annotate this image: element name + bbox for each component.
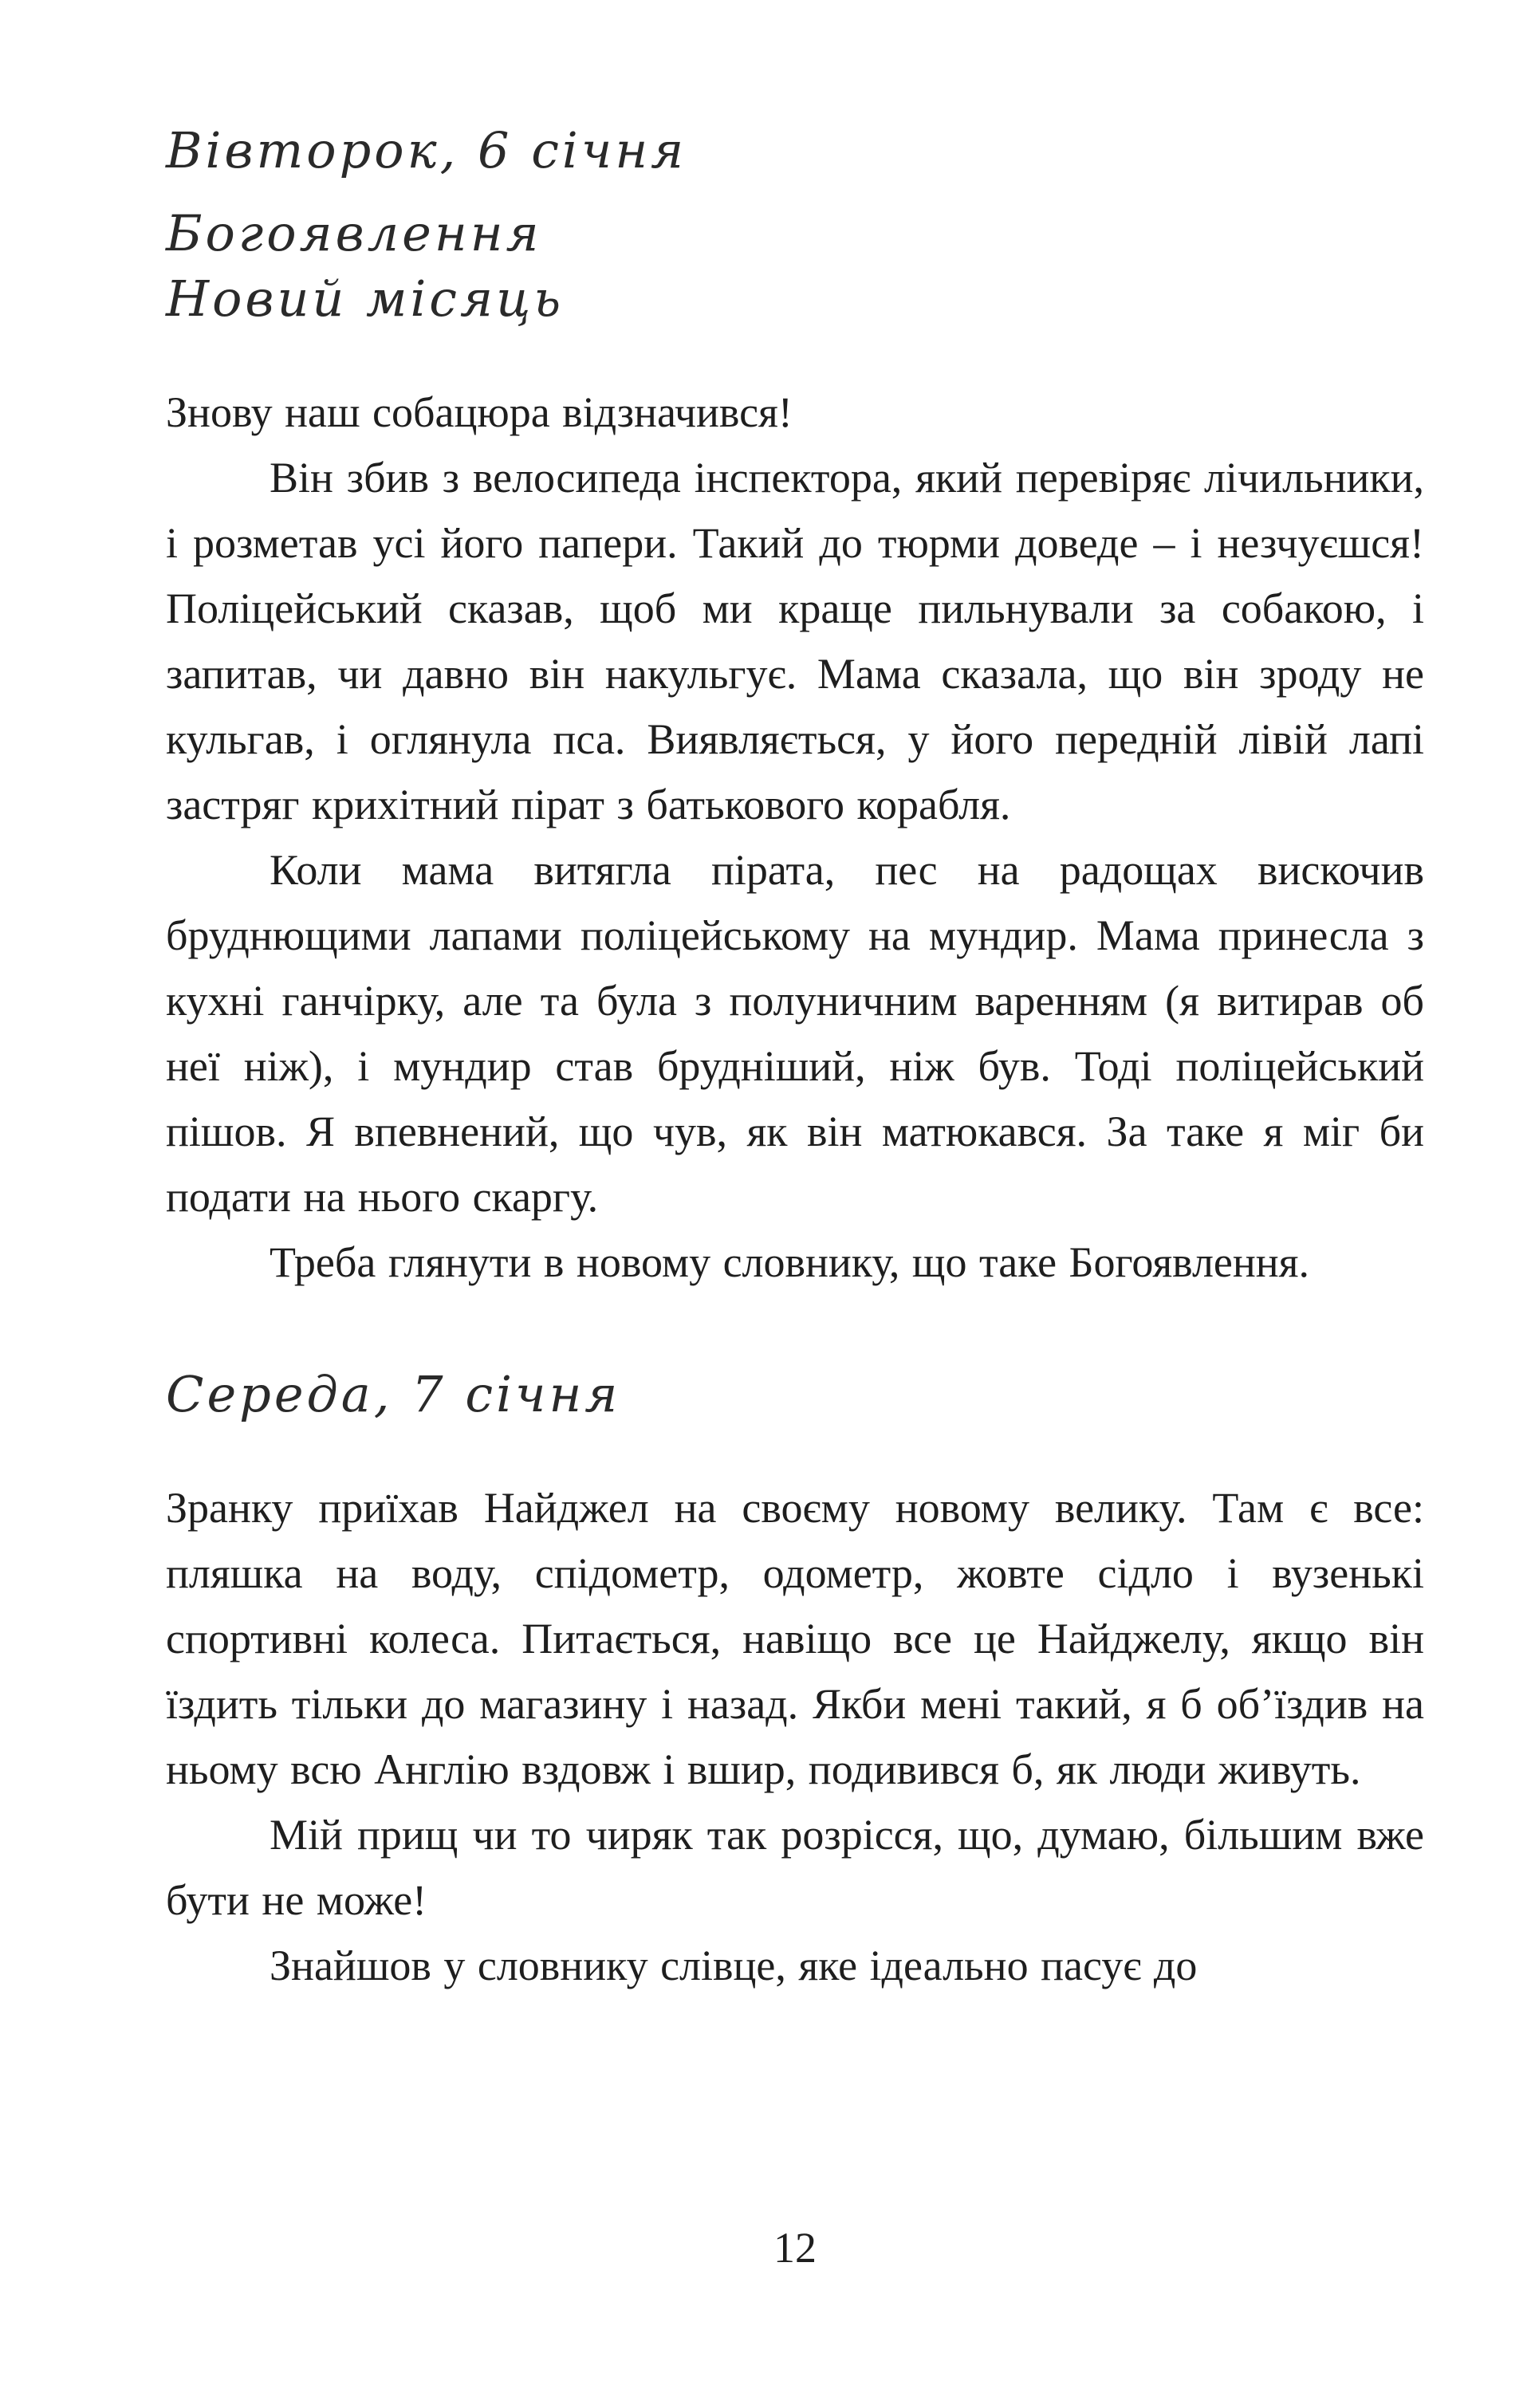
entry-date: Середа, 7 січня — [166, 1365, 621, 1423]
diary-entry-january-6 — [166, 118, 1424, 1295]
entry-date: Вівторок, 6 січня — [166, 121, 687, 179]
paragraph: Коли мама витягла пірата, пес на радощах вискочив бруднющими лапами поліцейському на мундир. Мама принесла з кухні ганчірку, але та була з полуничним варенням (я витирав об неї ніж), і мундир став брудніший, ніж був. Тоді поліцейський пішов. Я впевнений, що чув, як він матюкався. За таке я міг би подати на нього скаргу. — [166, 846, 1424, 1221]
entry-body — [166, 1475, 1424, 1998]
paragraph: Мій прищ чи то чиряк так розрісся, що, думаю, більшим вже бути не може! — [166, 1811, 1424, 1924]
entry-heading — [166, 118, 1424, 332]
paragraph: Треба глянути в новому словнику, що таке Богоявлення. — [270, 1238, 1309, 1286]
paragraph: Зранку приїхав Найджел на своєму новому велику. Там є все: пляшка на воду, спідометр, одометр, жовте сідло і вузенькі спортивні колеса. Питається, навіщо все це Найджелу, якщо він їздить тільки до магазину і назад. Якби мені такий, я б об’їздив на ньому всю Англію вздовж і вшир, подивився б, як люди живуть. — [166, 1484, 1424, 1793]
entry-subheading-epiphany: Богоявлення — [166, 204, 542, 262]
entry-heading — [166, 1362, 1424, 1427]
paragraph: Він збив з велосипеда інспектора, який перевіряє лічильники, і розметав усі його папери. Такий до тюрми доведе – і незчуєшся! Поліцейський сказав, щоб ми краще пильнували за собакою, і запитав, чи давно він накульгує. Мама сказала, що він зроду не кульгав, і оглянула пса. Виявляється, у його передній лівій лапі застряг крихітний пірат з батькового корабля. — [166, 454, 1424, 828]
diary-entry-january-7 — [166, 1362, 1424, 1998]
paragraph: Знову наш собацюра відзначився! — [166, 388, 793, 436]
paragraph: Знайшов у словнику слівце, яке ідеально пасує до — [270, 1942, 1198, 1989]
entry-subheading-new-moon: Новий місяць — [166, 270, 565, 328]
page-number: 12 — [773, 2224, 817, 2272]
entry-body — [166, 380, 1424, 1295]
